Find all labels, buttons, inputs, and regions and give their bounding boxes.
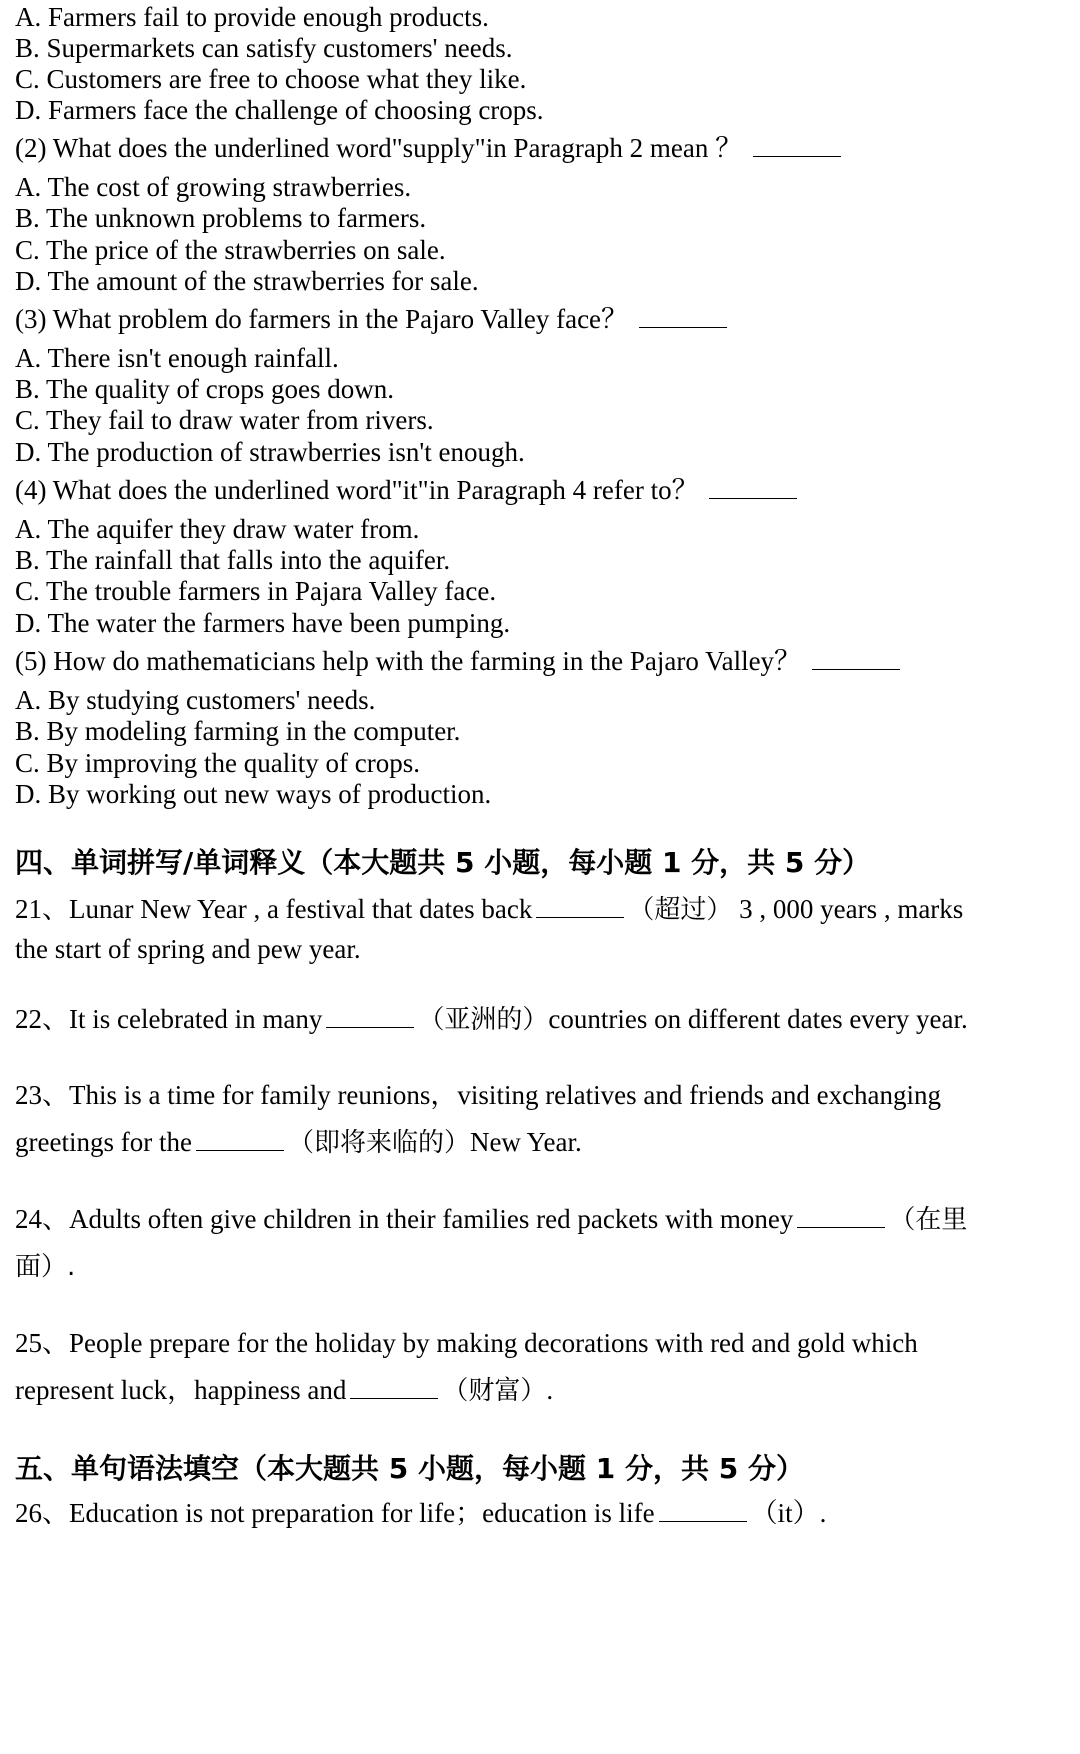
option-c: C. The price of the strawberries on sale. [15,235,446,265]
question-25-text-after: . [546,1375,554,1405]
question-25-text: represent luck，happiness and [15,1375,347,1405]
answer-blank[interactable] [350,1378,438,1399]
question-24-line-1 [15,1204,967,1235]
question-3-text: (3) What problem do farmers in the Pajaro Valley face？ [15,304,629,334]
answer-blank[interactable] [196,1130,284,1151]
question-22-text-after: countries on different dates every year. [548,1004,968,1034]
question-21-hint: （超过） [628,895,733,925]
option-c: C. By improving the quality of crops. [15,748,420,778]
question-26-text-after: . [819,1498,827,1528]
answer-blank[interactable] [639,307,727,328]
option-d: D. The water the farmers have been pumping. [15,608,511,638]
question-21-line-2: the start of spring and pew year. [15,934,361,964]
option-d: D. The amount of the strawberries for sale. [15,266,479,296]
question-25-line-1: 25、People prepare for the holiday by making decorations with red and gold which [15,1328,918,1358]
option-d: D. The production of strawberries isn't enough. [15,437,525,467]
option-b: B. By modeling farming in the computer. [15,716,461,746]
option-a: A. Farmers fail to provide enough products. [15,2,489,32]
option-c: C. Customers are free to choose what they like. [15,64,527,94]
question-23-line-1: 23、This is a time for family reunions，visiting relatives and friends and exchanging [15,1080,942,1110]
answer-blank[interactable] [536,897,624,918]
question-3-stem [15,304,731,334]
option-a: A. The aquifer they draw water from. [15,514,420,544]
question-4-text: (4) What does the underlined word"it"in Paragraph 4 refer to？ [15,475,699,505]
section-4-heading: 四、单词拼写/单词释义（本大题共 5 小题，每小题 1 分，共 5 分） [15,846,871,879]
answer-blank[interactable] [326,1007,414,1028]
question-24-line-2: 面）. [15,1252,76,1282]
section-5-heading: 五、单句语法填空（本大题共 5 小题，每小题 1 分，共 5 分） [15,1452,804,1485]
question-21-line-1 [15,894,963,925]
question-26-hint: （it） [750,1498,820,1528]
answer-blank[interactable] [797,1207,885,1228]
question-23-line-2 [15,1127,582,1158]
option-d: D. Farmers face the challenge of choosing crops. [15,95,544,125]
option-b: B. The quality of crops goes down. [15,374,394,404]
answer-blank[interactable] [753,136,841,157]
answer-blank[interactable] [659,1501,747,1522]
question-26 [15,1498,826,1528]
question-23-hint: （即将来临的） [287,1128,470,1158]
option-b: B. Supermarkets can satisfy customers' needs. [15,33,513,63]
question-21-text-after: 3 , 000 years , marks [739,894,964,924]
option-c: C. They fail to draw water from rivers. [15,405,434,435]
question-22-text: 22、It is celebrated in many [15,1004,323,1034]
answer-blank[interactable] [812,649,900,670]
question-21-text: 21、Lunar New Year , a festival that dates back [15,894,533,924]
question-5-stem [15,646,904,676]
question-23-text: greetings for the [15,1127,192,1157]
question-2-stem [15,133,845,163]
question-4-stem [15,475,801,505]
option-c: C. The trouble farmers in Pajara Valley face. [15,576,497,606]
question-25-hint: （财富） [442,1376,547,1406]
question-24-text: 24、Adults often give children in their families red packets with money [15,1204,794,1234]
question-22-hint: （亚洲的） [418,1005,549,1035]
option-b: B. The rainfall that falls into the aquifer. [15,545,451,575]
question-22 [15,1004,968,1035]
question-2-text: (2) What does the underlined word"supply"in Paragraph 2 mean ？ [15,133,743,163]
question-23-text-after: New Year. [469,1127,582,1157]
option-a: A. There isn't enough rainfall. [15,343,339,373]
answer-blank[interactable] [709,478,797,499]
question-24-hint: （在里 [889,1205,968,1235]
question-5-text: (5) How do mathematicians help with the farming in the Pajaro Valley？ [15,646,802,676]
question-25-line-2 [15,1375,553,1406]
question-26-text: 26、Education is not preparation for life；education is life [15,1498,655,1528]
option-b: B. The unknown problems to farmers. [15,203,427,233]
option-a: A. The cost of growing strawberries. [15,172,412,202]
option-a: A. By studying customers' needs. [15,685,376,715]
option-d: D. By working out new ways of production. [15,779,492,809]
